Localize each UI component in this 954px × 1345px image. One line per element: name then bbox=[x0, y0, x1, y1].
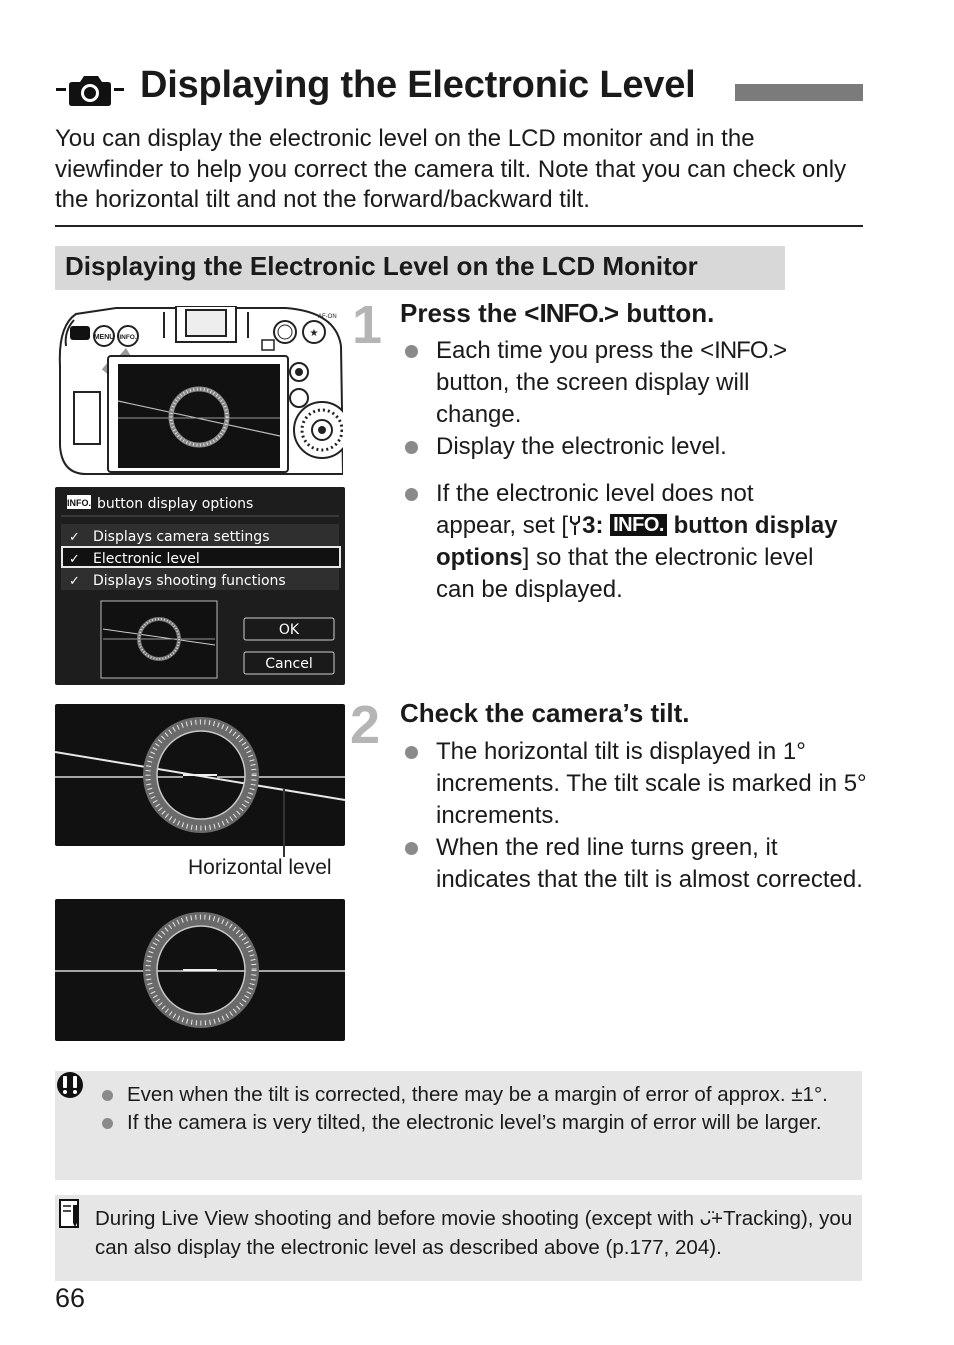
info-glyph: INFO. bbox=[714, 337, 774, 364]
info-button-display-options-screen bbox=[55, 487, 345, 685]
star-button-label: ★ bbox=[309, 328, 319, 339]
ok-button: OK bbox=[278, 622, 300, 638]
memo-box bbox=[55, 1195, 862, 1281]
caption-leader-line bbox=[283, 789, 285, 857]
menu-check-1: ✓ bbox=[69, 530, 80, 545]
step-2-bullets bbox=[400, 736, 870, 896]
shooting-mode-icon bbox=[56, 70, 126, 110]
face-tracking-icon: ᴗ̈ bbox=[699, 1207, 712, 1230]
menu-button-label: MENU bbox=[93, 334, 115, 341]
step-1-bullet-3-post: ] so that the electronic level can be displayed. bbox=[436, 544, 814, 603]
step-1-bullet-2: Display the electronic level. bbox=[400, 431, 830, 463]
cancel-button: Cancel bbox=[265, 656, 313, 672]
electronic-level-tilted bbox=[55, 704, 345, 846]
step-1-bullet-1-pre: Each time you press the < bbox=[436, 337, 715, 364]
af-on-label: AF-ON bbox=[318, 314, 337, 320]
step-1-bullet-3 bbox=[400, 478, 840, 606]
caution-item-1: Even when the tilt is corrected, there may be a margin of error of approx. ±1°. bbox=[97, 1081, 857, 1109]
page-title: Displaying the Electronic Level bbox=[140, 64, 696, 106]
step-1-bullet-1 bbox=[400, 335, 830, 431]
divider bbox=[55, 225, 863, 227]
step-2-number: 2 bbox=[350, 695, 381, 755]
info-box-icon: INFO. bbox=[610, 514, 667, 536]
menu-check-2: ✓ bbox=[69, 552, 80, 567]
caption-horizontal-level: Horizontal level bbox=[188, 856, 332, 879]
page-number: 66 bbox=[55, 1283, 86, 1313]
step-1-title-post: > button. bbox=[603, 298, 715, 328]
step-2-title: Check the camera’s tilt. bbox=[400, 698, 690, 728]
menu-item-shooting-functions: Displays shooting functions bbox=[93, 573, 286, 589]
step-1-bullet-3-pre: If the electronic level does not appear, set [ bbox=[436, 480, 754, 539]
caution-list bbox=[97, 1081, 857, 1137]
step-1-bullet-3-bold: button display options bbox=[436, 512, 838, 571]
caution-box bbox=[55, 1071, 862, 1180]
memo-text-pre: During Live View shooting and before movie shooting (except with bbox=[95, 1207, 700, 1230]
menu-info-icon: INFO. bbox=[67, 498, 91, 508]
wrench-icon bbox=[568, 512, 582, 539]
step-2-bullet-1: The horizontal tilt is displayed in 1° increments. The tilt scale is marked in 5° increments. bbox=[400, 736, 870, 832]
section-heading bbox=[55, 246, 785, 290]
caution-icon bbox=[55, 1071, 85, 1106]
memo-icon bbox=[59, 1199, 81, 1234]
menu-item-camera-settings: Displays camera settings bbox=[93, 529, 270, 545]
camera-back-illustration bbox=[56, 306, 343, 476]
step-2-bullet-2: When the red line turns green, it indicates that the tilt is almost corrected. bbox=[400, 832, 870, 896]
step-1-bullets bbox=[400, 335, 830, 463]
menu-check-3: ✓ bbox=[69, 574, 80, 589]
memo-text-post: +Tracking), you can also display the electronic level as described above (p.177, 204). bbox=[95, 1207, 853, 1259]
intro-paragraph: You can display the electronic level on the LCD monitor and in the viewfinder to help you correct the camera tilt. Note that you can check only the horizontal tilt and not the forward/backward tilt. bbox=[55, 125, 847, 213]
menu-item-electronic-level: Electronic level bbox=[93, 551, 200, 567]
section-heading-text: Displaying the Electronic Level on the LCD Monitor bbox=[65, 251, 698, 281]
caution-item-2: If the camera is very tilted, the electronic level’s margin of error will be larger. bbox=[97, 1109, 857, 1137]
step-1-number: 1 bbox=[352, 295, 383, 355]
info-button-label: INFO. bbox=[119, 334, 137, 341]
step-1-title-pre: Press the < bbox=[400, 298, 540, 328]
memo-text bbox=[95, 1204, 855, 1262]
step-1-bullets-extra bbox=[400, 478, 840, 606]
info-glyph: INFO. bbox=[539, 298, 604, 328]
title-bar-decoration bbox=[735, 84, 863, 101]
step-1-title bbox=[400, 298, 714, 329]
step-1-bullet-3-tab: 3: bbox=[582, 512, 604, 539]
electronic-level-level bbox=[55, 899, 345, 1041]
step-1-bullet-1-post: > button, the screen display will change. bbox=[436, 337, 788, 428]
menu-header: button display options bbox=[97, 496, 254, 512]
